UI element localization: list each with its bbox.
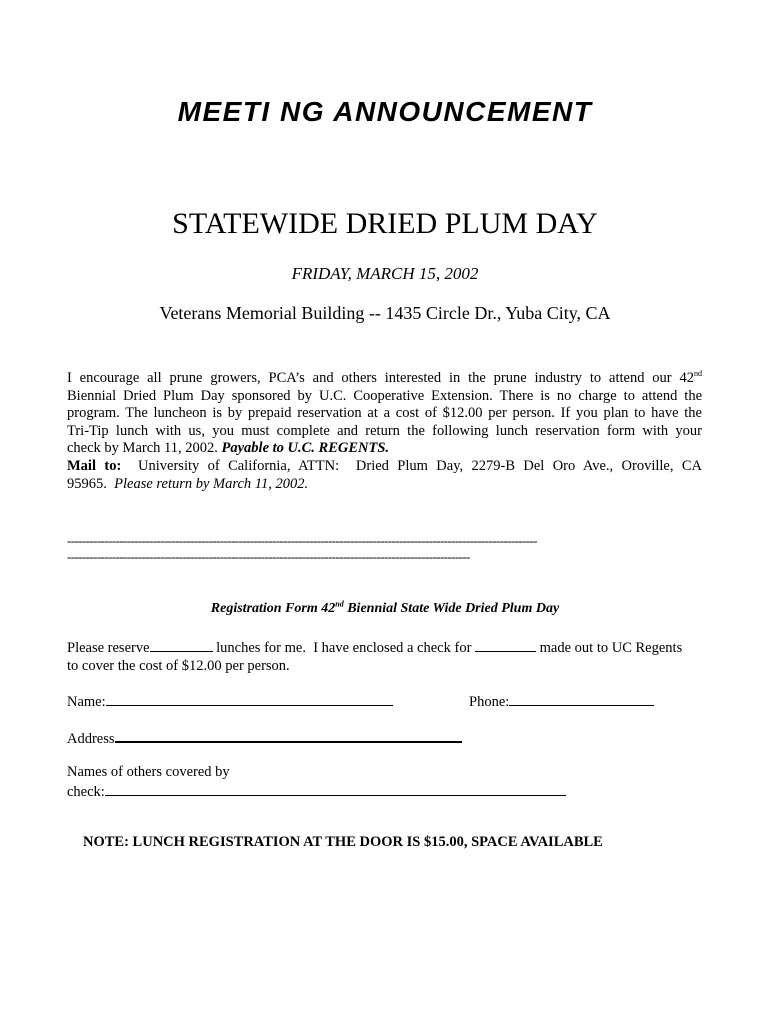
lunch-count-field[interactable]	[150, 637, 213, 652]
event-title: STATEWIDE DRIED PLUM DAY	[172, 207, 598, 240]
meeting-announcement-heading: MEETI NG ANNOUNCEMENT	[177, 96, 593, 127]
others-check-label: check:	[67, 784, 105, 800]
event-venue: Veterans Memorial Building -- 1435 Circle Dr., Yuba City, CA	[159, 303, 611, 323]
others-names-field[interactable]	[105, 781, 566, 796]
return-deadline: Please return by March 11, 2002.	[114, 475, 309, 492]
phone-label: Phone:	[469, 694, 510, 710]
phone-field[interactable]	[509, 691, 654, 706]
intro-line-5-text: check by March 11, 2002.	[67, 440, 222, 457]
intro-line-2: Biennial Dried Plum Day sponsored by U.C. Cooperative Extension. There is no charge to attend the	[67, 387, 702, 404]
cut-line-continued: ------------------------------------------------------------------------------------------------------------	[67, 549, 470, 564]
name-field[interactable]	[106, 691, 393, 706]
intro-line-3: program. The luncheon is by prepaid reservation at a cost of $12.00 per person. If you plan to have the	[67, 405, 702, 422]
phone-row	[469, 691, 654, 711]
form-title-ordinal: nd	[335, 599, 344, 609]
reserve-middle: lunches for me. I have enclosed a check for	[212, 640, 476, 656]
name-row	[67, 691, 393, 711]
cut-line: ------------------------------------------------------------------------------------------------------------------------------	[67, 533, 537, 548]
address-field[interactable]	[115, 727, 462, 743]
event-date: FRIDAY, MARCH 15, 2002	[291, 264, 479, 283]
reserve-line-2: to cover the cost of $12.00 per person.	[67, 658, 290, 674]
mail-to-address: University of California, ATTN: Dried Plum Day, 2279-B Del Oro Ave., Oroville, CA	[121, 457, 702, 474]
intro-line-7	[67, 476, 702, 494]
intro-line-5	[67, 440, 702, 458]
payable-note: Payable to U.C. REGENTS.	[221, 440, 390, 457]
door-registration-note: NOTE: LUNCH REGISTRATION AT THE DOOR IS $15.00, SPACE AVAILABLE	[83, 834, 603, 850]
intro-line-1-text: I encourage all prune growers, PCA’s and others interested in the prune industry to attend our 42	[67, 370, 694, 386]
name-label: Name:	[67, 694, 106, 710]
intro-line-1	[67, 370, 702, 388]
intro-paragraph	[67, 370, 702, 493]
mail-to-line	[67, 458, 702, 476]
form-title-text: Registration Form 42	[210, 601, 336, 616]
zip-code: 95965.	[67, 475, 115, 492]
others-row	[67, 763, 566, 801]
intro-line-4: Tri-Tip lunch with us, you must complete and return the following lunch reservation form with your	[67, 422, 702, 439]
address-row	[67, 727, 462, 748]
form-title-rest: Biennial State Wide Dried Plum Day	[343, 601, 560, 616]
reserve-prefix: Please reserve	[67, 640, 150, 656]
registration-form-title	[0, 601, 770, 617]
reserve-suffix: made out to UC Regents	[536, 640, 683, 656]
check-amount-field[interactable]	[475, 637, 536, 652]
others-label: Names of others covered by	[67, 764, 230, 780]
ordinal-suffix: nd	[694, 369, 702, 379]
mail-to-label: Mail to:	[67, 457, 122, 474]
reservation-sentence	[67, 637, 707, 675]
address-label: Address	[67, 731, 115, 747]
